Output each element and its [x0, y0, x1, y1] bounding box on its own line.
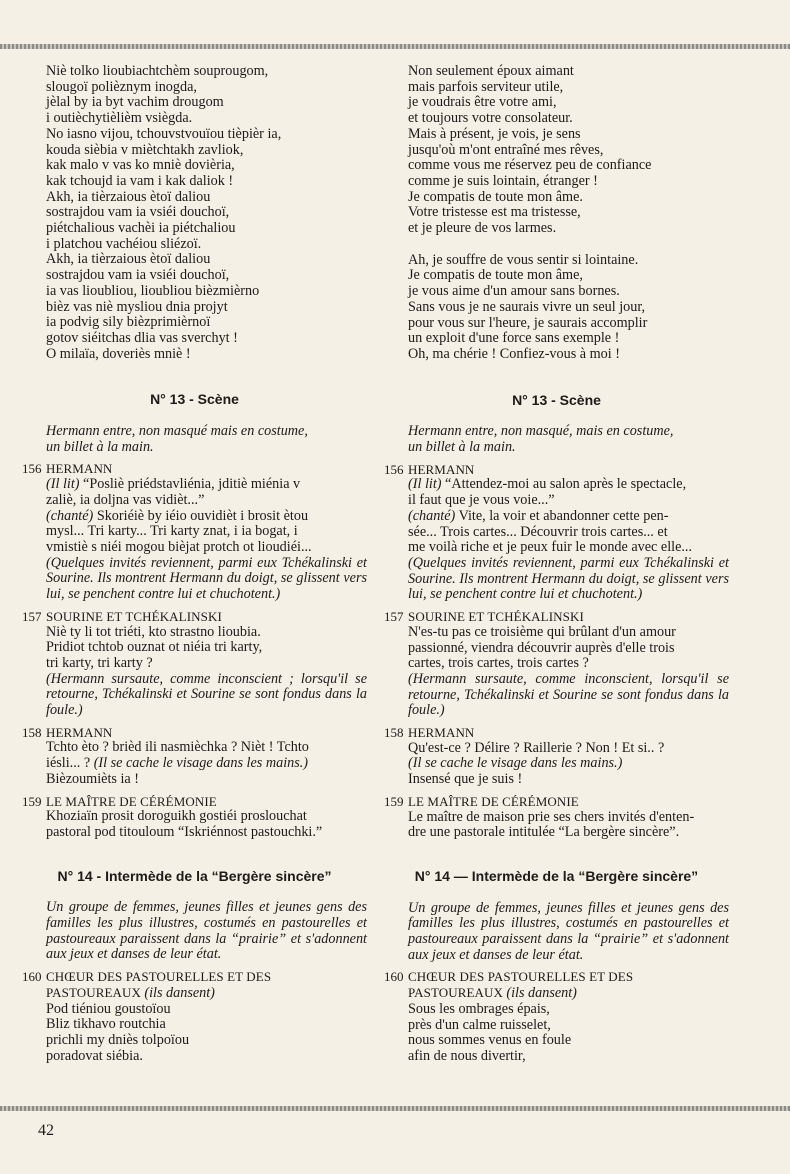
- verse-line: i platchou vachéiou sliézoï.: [46, 235, 202, 252]
- verse-line: pour vous sur l'heure, je saurais accomplir: [408, 314, 648, 331]
- speech-156: 156 HERMANN (Il lit) “Posliè priédstavliénia, jditiè miénia v zaliè, ia doljna vas vidièt...” (chanté) Skoriéiè by iéio ouvidièt i brosit ètou mysl... Tri karty... Tri karty znat, i ia bogat, i vmistiè s niéi mogou bièjat protch ot lioudiéi... (Quelques invités reviennent, parmi eux Tchékalinski et Sourine. Ils montrent Hermann du doigt, se glissent vers lui, se penchent contre lui et chuchotent.): [22, 461, 367, 603]
- scene-13-direction: Hermann entre, non masqué, mais en costume, un billet à la main.: [408, 423, 674, 456]
- speaker-name: HERMANN: [408, 461, 475, 477]
- line-number: 159: [22, 793, 42, 809]
- verse-line: bièz vas niè mysliou dnia projyt: [46, 298, 228, 315]
- verse-line: Mais à présent, je vois, je sens: [408, 125, 581, 142]
- verse-line: Ah, je souffre de vous sentir si lointaine.: [408, 251, 639, 268]
- verse-line: kak tchoujd ia vam i kak daliok !: [46, 172, 234, 189]
- verse-line: Niè tolko lioubiachtchèm souprougom,: [46, 63, 269, 79]
- verse-line: comme vous me réservez peu de confiance: [408, 157, 652, 174]
- stage-direction: (Quelques invités reviennent, parmi eux Tchékalinski et Sourine. Ils montrent Hermann du doigt, se glissent vers lui, se penchent contre lui et chuchotent.): [46, 554, 367, 603]
- verse-line: gotov siéitchas dlia vas sverchyt !: [46, 329, 238, 346]
- line-number: 157: [384, 609, 404, 625]
- verse-line: O milaïa, doveriès mniè !: [46, 345, 191, 362]
- bottom-rule: [0, 1106, 790, 1111]
- verse-line: et toujours votre consolateur.: [408, 110, 573, 127]
- line-number: 156: [384, 461, 404, 477]
- line-number: 157: [22, 608, 42, 624]
- right-column: [384, 64, 729, 1065]
- line-number: 158: [22, 724, 42, 740]
- verse-line: ia podvig sily bièzprimièrnoï: [46, 314, 211, 331]
- section-14-title: N° 14 - Intermède de la “Bergère sincère”: [57, 867, 332, 884]
- verse-line: Sans vous je ne saurais vivre un seul jour,: [408, 298, 646, 315]
- verse-line: Je compatis de toute mon âme,: [408, 267, 583, 284]
- speaker-name: HERMANN: [46, 461, 113, 477]
- verse-line: mais parfois serviteur utile,: [408, 78, 564, 95]
- stage-direction: (Hermann sursaute, comme inconscient, lorsqu'il se retourne, Tchékalinski et Sourine se sont fondus dans la foule.): [408, 670, 729, 719]
- left-verse: [22, 64, 367, 362]
- speaker-name: SOURINE ET TCHÉKALINSKI: [408, 609, 584, 625]
- verse-line: Oh, ma chérie ! Confiez-vous à moi !: [408, 345, 620, 362]
- speech-156: 156 HERMANN (Il lit) “Attendez-moi au salon après le spectacle, il faut que je vous voie...” (chanté) Vite, la voir et abandonner cette pen- sée... Trois cartes... Découvrir trois cartes... et me voilà riche et je peux fuir le monde avec elle... (Quelques invités reviennent, parmi eux Tchékalinski et Sourine. Ils montrent Hermann du doigt, se glissent vers lui, se penchent contre lui et chuchotent.): [384, 461, 729, 603]
- speech-160: 160 CHŒUR DES PASTOURELLES ET DES PASTOUREAUX (ils dansent) Sous les ombrages épais, près d'un calme ruisselet, nous sommes venus en foule afin de nous divertir,: [384, 969, 729, 1064]
- speaker-name: CHŒUR DES PASTOURELLES ET DES: [408, 969, 634, 985]
- verse-line: i outièchytièlièm vsiègda.: [46, 110, 193, 127]
- section-14-title: N° 14 — Intermède de la “Bergère sincère”: [414, 867, 699, 884]
- verse-line: un exploit d'une force sans exemple !: [408, 330, 620, 347]
- line-number: 159: [384, 793, 404, 809]
- line-number: 158: [384, 725, 404, 741]
- scene-13-direction: Hermann entre, non masqué mais en costume, un billet à la main.: [46, 423, 308, 455]
- speaker-name: HERMANN: [46, 724, 113, 740]
- verse-line: Akh, ia tièrzaious ètoï daliou: [46, 251, 211, 268]
- stage-direction: (Quelques invités reviennent, parmi eux Tchékalinski et Sourine. Ils montrent Hermann du doigt, se glissent vers lui, se penchent contre lui et chuchotent.): [408, 554, 729, 603]
- speaker-name: LE MAÎTRE DE CÉRÉMONIE: [46, 793, 217, 809]
- right-verse-1: [384, 64, 729, 237]
- verse-line: jèlal by ia byt vachim drougom: [46, 94, 224, 111]
- verse-line: Akh, ia tièrzaious ètoï daliou: [46, 188, 211, 205]
- speaker-name: HERMANN: [408, 725, 475, 741]
- speaker-name: SOURINE ET TCHÉKALINSKI: [46, 608, 222, 624]
- speech-159: 159 LE MAÎTRE DE CÉRÉMONIE Le maître de maison prie ses chers invités d'enten- dre une pastorale intitulée “La bergère sincère”.: [384, 794, 729, 841]
- speech-157: 157 SOURINE ET TCHÉKALINSKI Niè ty li tot triéti, kto strastno lioubia. Pridiot tchtob ouznat ot niéia tri karty, tri karty, tri karty ? (Hermann sursaute, comme inconscient ; lorsqu'il se retourne, Tchékalinski et Sourine se sont fondus dans la foule.): [22, 608, 367, 719]
- verse-line: et je pleure de vos larmes.: [408, 220, 557, 237]
- right-verse-2: [384, 253, 729, 363]
- left-column: [22, 64, 367, 1064]
- verse-line: Votre tristesse est ma tristesse,: [408, 204, 581, 221]
- verse-line: jusqu'où m'ont entraîné mes rêves,: [408, 141, 604, 158]
- verse-line: sostrajdou vam ia vsiéi douchoï,: [46, 204, 230, 221]
- verse-line: No iasno vijou, tchouvstvouïou tièpièr ia,: [46, 125, 282, 142]
- verse-line: sostrajdou vam ia vsiéi douchoï,: [46, 267, 230, 284]
- verse-line: je voudrais être votre ami,: [408, 94, 557, 111]
- top-rule: [0, 44, 790, 49]
- speech-157: 157 SOURINE ET TCHÉKALINSKI N'es-tu pas ce troisième qui brûlant d'un amour passionné, viendra découvrir auprès d'elle trois cartes, trois cartes, trois cartes ? (Hermann sursaute, comme inconscient, lorsqu'il se retourne, Tchékalinski et Sourine se sont fondus dans la foule.): [384, 609, 729, 719]
- line-number: 156: [22, 461, 42, 477]
- scene-13-title: N° 13 - Scène: [150, 391, 239, 408]
- stage-direction: (Hermann sursaute, comme inconscient ; lorsqu'il se retourne, Tchékalinski et Sourine se sont fondus dans la foule.): [46, 670, 367, 719]
- page-number: 42: [38, 1122, 54, 1139]
- verse-line: je vous aime d'un amour sans bornes.: [408, 283, 620, 300]
- verse-line: piétchalious vachèi ia piétchaliou: [46, 220, 236, 237]
- verse-line: ia vas lioubliou, lioubliou bièzmièrno: [46, 282, 260, 299]
- section-14-direction: Un groupe de femmes, jeunes filles et jeunes gens des familles les plus illustres, costumés en pastourelles et pastoureaux paraissent dans la “prairie” et s'adonnent aux jeux et danses de leur état.: [408, 899, 729, 963]
- verse-line: kouda sièbia v miètchtakh zavliok,: [46, 141, 244, 158]
- line-number: 160: [384, 969, 404, 985]
- speaker-name: LE MAÎTRE DE CÉRÉMONIE: [408, 793, 579, 809]
- verse-line: comme je suis lointain, étranger !: [408, 172, 598, 189]
- speech-158: 158 HERMANN Qu'est-ce ? Délire ? Raillerie ? Non ! Et si.. ? (Il se cache le visage dans les mains.) Insensé que je suis !: [384, 725, 729, 788]
- speech-160: 160 CHŒUR DES PASTOURELLES ET DES PASTOUREAUX (ils dansent) Pod tiéniou goustoïou Bliz tikhavo routchia prichli my dniès tolpoïou poradovat siébia.: [22, 969, 367, 1064]
- verse-line: kak malo v vas ko mniè dovièria,: [46, 157, 235, 174]
- line-number: 160: [22, 969, 42, 985]
- speaker-name: CHŒUR DES PASTOURELLES ET DES: [46, 969, 272, 985]
- scene-13-title: N° 13 - Scène: [512, 391, 601, 408]
- speech-158: 158 HERMANN Tchto èto ? brièd ili nasmièchka ? Nièt ! Tchto iésli... ? (Il se cache le visage dans les mains.) Bièzoumièts ia !: [22, 725, 367, 788]
- verse-line: Non seulement époux aimant: [408, 63, 574, 79]
- section-14-direction: Un groupe de femmes, jeunes filles et jeunes gens des familles les plus illustres, costumés en pastourelles et pastoureaux paraissent dans la “prairie” et s'adonnent aux jeux et danses de leur état.: [46, 899, 367, 963]
- speech-159: 159 LE MAÎTRE DE CÉRÉMONIE Khoziaïn prosit doroguikh gostiéi proslouchat pastoral pod titouloum “Iskriénnost pastouchki.”: [22, 794, 367, 841]
- verse-line: slougoï polièznym inogda,: [46, 78, 197, 95]
- verse-line: Je compatis de toute mon âme.: [408, 188, 583, 205]
